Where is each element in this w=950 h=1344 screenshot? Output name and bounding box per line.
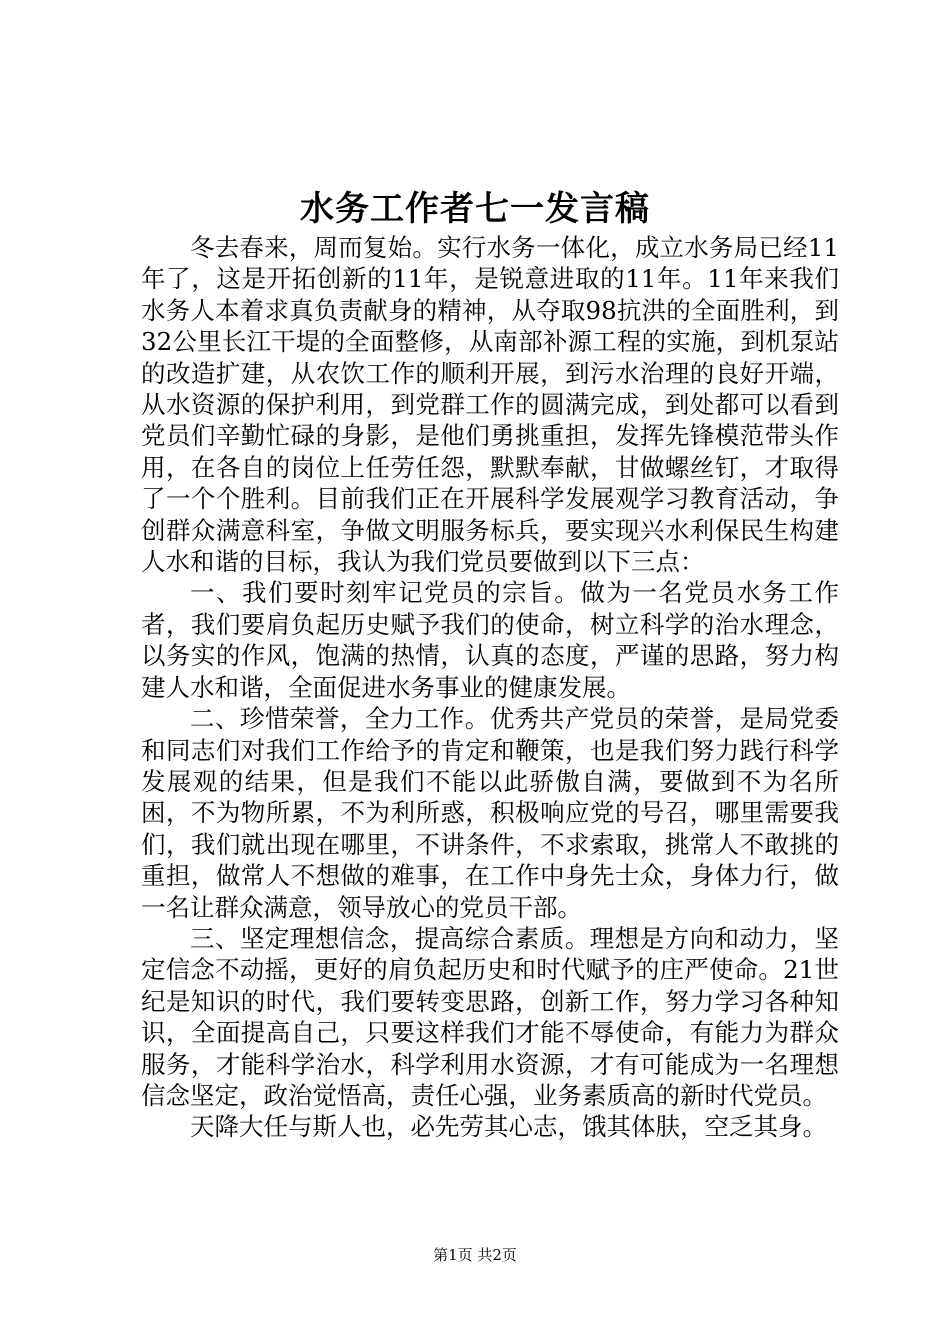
paragraph-2: 一、我们要时刻牢记党员的宗旨。做为一名党员水务工作者，我们要肩负起历史赋予我们的使命，树立科学的治水理念，以务实的作风，饱满的热情，认真的态度，严谨的思路，努力构建人水和谐，全面促进水务事业的健康发展。 xyxy=(141,578,839,702)
paragraph-5: 天降大任与斯人也，必先劳其心志，饿其体肤，空乏其身。 xyxy=(190,1112,827,1142)
paragraph-1: 冬去春来，周而复始。实行水务一体化，成立水务局已经11年了，这是开拓创新的11年，是锐意进取的11年。11年来我们水务人本着求真负责献身的精神，从夺取98抗洪的全面胜利，到32公里长江干堤的全面整修，从南部补源工程的实施，到机泵站的改造扩建，从农饮工作的顺利开展，到污水治理的良好开端，从水资源的保护利用，到党群工作的圆满完成，到处都可以看到党员们辛勤忙碌的身影，是他们勇挑重担，发挥先锋模范带头作用，在各自的岗位上任劳任怨，默默奉献，甘做螺丝钉，才取得了一个个胜利。目前我们正在开展科学发展观学习教育活动，争创群众满意科室，争做文明服务标兵，要实现兴水利保民生构建人水和谐的目标，我认为我们党员要做到以下三点： xyxy=(141,233,839,577)
paragraph-4: 三、坚定理想信念，提高综合素质。理想是方向和动力，坚定信念不动摇，更好的肩负起历史和时代赋予的庄严使命。21世纪是知识的时代，我们要转变思路，创新工作，努力学习各种知识，全面提高自己，只要这样我们才能不辱使命，有能力为群众服务，才能科学治水，科学利用水资源，才有可能成为一名理想信念坚定，政治觉悟高，责任心强，业务素质高的新时代党员。 xyxy=(141,923,839,1110)
document-body xyxy=(141,232,839,1143)
paragraph-3: 二、珍惜荣誉，全力工作。优秀共产党员的荣誉，是局党委和同志们对我们工作给予的肯定和鞭策，也是我们努力践行科学发展观的结果，但是我们不能以此骄傲自满，要做到不为名所困，不为物所累，不为利所惑，积极响应党的号召，哪里需要我们，我们就出现在哪里，不讲条件，不求索取，挑常人不敢挑的重担，做常人不想做的难事，在工作中身先士众，身体力行，做一名让群众满意，领导放心的党员干部。 xyxy=(141,704,839,922)
page-number-footer: 第1页 共2页 xyxy=(433,1246,517,1264)
document-title: 水务工作者七一发言稿 xyxy=(300,189,650,229)
